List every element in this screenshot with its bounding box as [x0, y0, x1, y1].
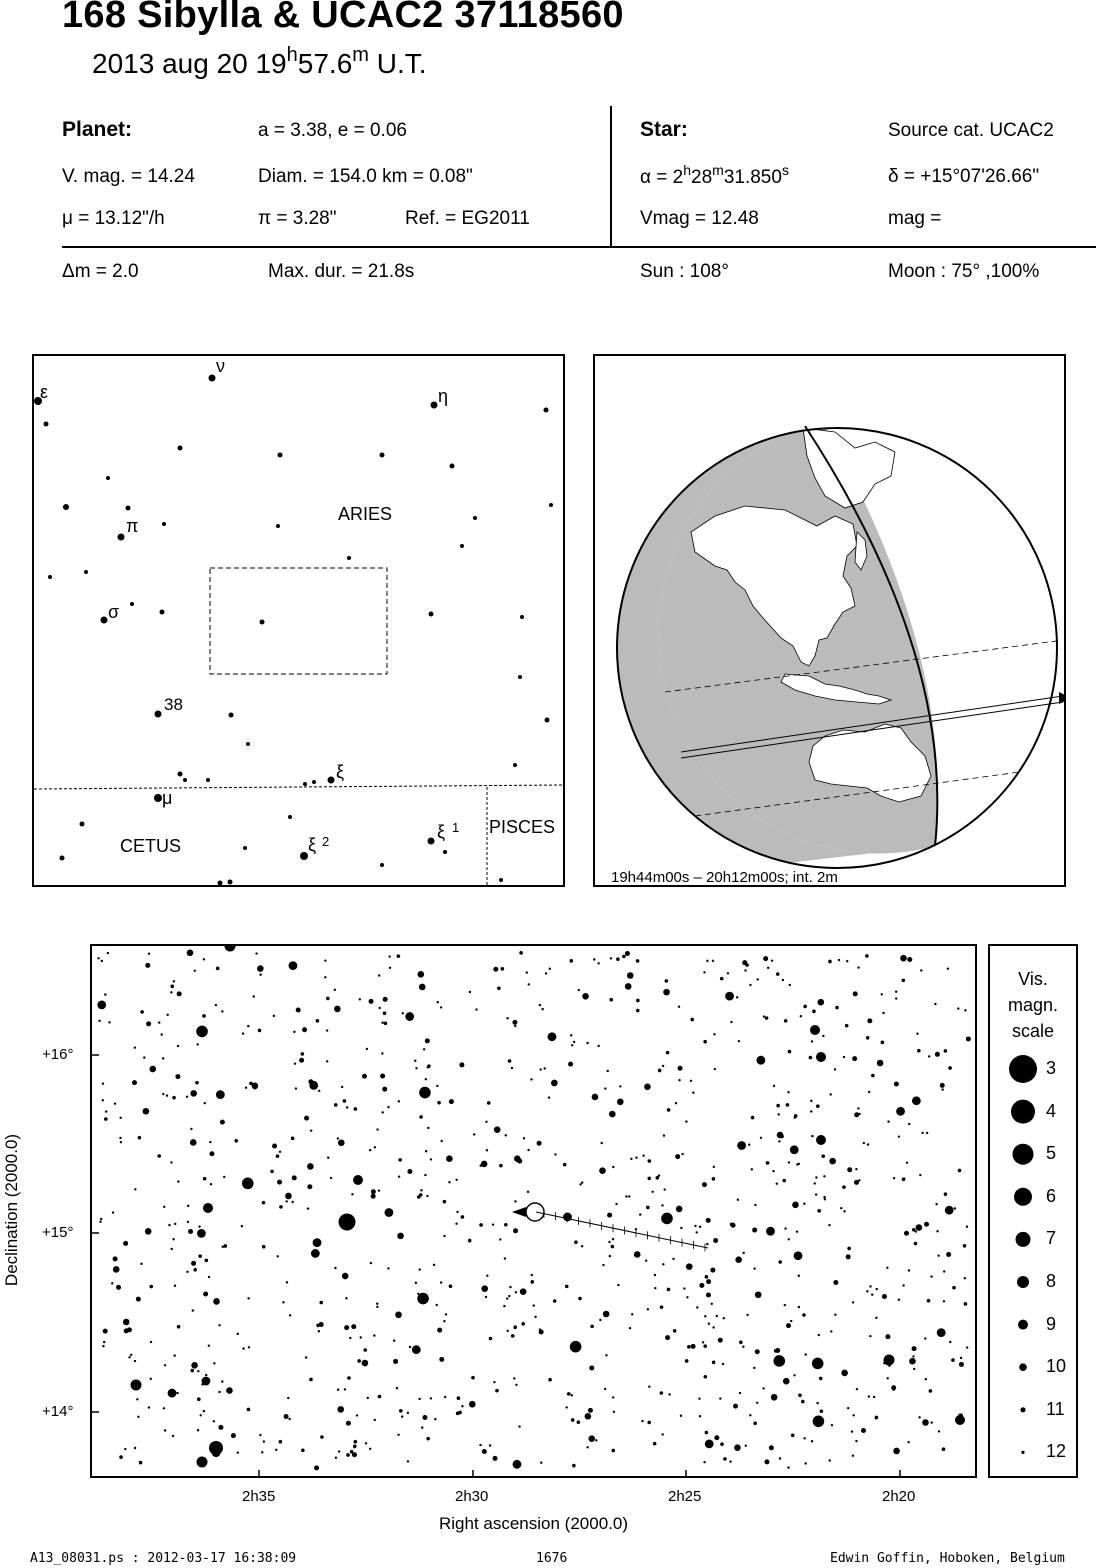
x-tick-2h25: 2h25	[668, 1488, 702, 1505]
label-epsilon: ε	[40, 382, 49, 402]
page-title: 168 Sibylla & UCAC2 37118560	[62, 0, 624, 36]
footer-author: Edwin Goffin, Hoboken, Belgium	[830, 1551, 1065, 1566]
y-axis-label: Declination (2000.0)	[2, 1133, 21, 1287]
footer-file: A13_08031.ps : 2012-03-17 16:38:09	[30, 1551, 297, 1566]
scale-dot	[1021, 1451, 1024, 1454]
star-delta: δ = +15°07'26.66"	[888, 166, 1040, 187]
scale-dot	[1017, 1276, 1029, 1288]
scale-dot	[1009, 1055, 1037, 1083]
scale-label: 11	[1046, 1398, 1065, 1419]
scale-label: 12	[1046, 1441, 1067, 1462]
x-axis-label: Right ascension (2000.0)	[438, 1514, 628, 1533]
planet-orbit: a = 3.38, e = 0.06	[258, 120, 407, 141]
scale-label: 7	[1046, 1228, 1057, 1249]
magnitude-scale-panel	[988, 944, 1078, 1478]
event-maxdur: Max. dur. = 21.8s	[268, 261, 415, 282]
planet-ref: Ref. = EG2011	[405, 208, 530, 229]
scale-dot	[1019, 1363, 1027, 1371]
label-xi: ξ	[336, 762, 345, 782]
scale-dot	[1016, 1232, 1031, 1247]
scale-dot	[1020, 1407, 1025, 1412]
event-sun: Sun : 108°	[640, 261, 729, 282]
scale-label: 3	[1046, 1058, 1057, 1078]
label-pi: π	[126, 516, 139, 536]
x-tick-2h20: 2h20	[882, 1488, 916, 1505]
y-tick-14: +14°	[42, 1403, 74, 1420]
star-alpha: $\alpha = 2^h28^m31.850^s$	[640, 162, 789, 188]
star-source: Source cat. UCAC2	[888, 120, 1054, 141]
label-nu: ν	[216, 356, 225, 376]
scale-dot	[1018, 1320, 1028, 1330]
x-tick-2h30: 2h30	[455, 1488, 489, 1505]
scale-label: 5	[1046, 1143, 1057, 1164]
label-mu: μ	[162, 788, 173, 808]
event-dm: Δm = 2.0	[62, 261, 139, 282]
event-moon: Moon : 75° ,100%	[888, 261, 1040, 282]
label-xi1: ξ	[437, 822, 446, 842]
label-38: 38	[164, 695, 183, 714]
scale-label: 4	[1046, 1100, 1057, 1121]
scale-label: 9	[1046, 1313, 1057, 1334]
label-eta: η	[438, 386, 449, 406]
planet-parallax: π = 3.28"	[258, 208, 337, 229]
constellation-pisces: PISCES	[489, 817, 556, 837]
planet-motion: μ = 13.12"/h	[62, 208, 165, 229]
x-tick-2h35: 2h35	[242, 1488, 276, 1505]
globe-caption: 19h44m00s – 20h12m00s; int. 2m	[611, 869, 838, 885]
y-tick-16: +16°	[42, 1046, 74, 1063]
footer-number: 1676	[536, 1551, 568, 1566]
star-vmag: Vmag = 12.48	[640, 208, 759, 229]
planet-diam: Diam. = 154.0 km = 0.08"	[258, 166, 473, 187]
scale-dots	[990, 946, 1076, 1476]
y-tick-15: +15°	[42, 1224, 74, 1241]
scale-dot	[1014, 1188, 1032, 1206]
scale-label: 8	[1046, 1271, 1057, 1291]
constellation-aries: ARIES	[338, 504, 393, 524]
label-xi2-index: 2	[322, 834, 330, 849]
label-sigma: σ	[108, 602, 120, 622]
label-xi1-index: 1	[452, 820, 460, 835]
scale-title: Vis. magn. scale	[1007, 969, 1059, 1041]
star-heading: Star:	[640, 118, 688, 141]
planet-vmag: V. mag. = 14.24	[62, 166, 195, 187]
planet-heading: Planet:	[62, 118, 133, 141]
event-datetime: 2013 aug 20 19$^h$57.6$^m$ U.T.	[92, 44, 427, 79]
scale-dot	[1013, 1144, 1034, 1165]
star-mag: mag =	[888, 208, 942, 229]
label-xi2: ξ	[308, 835, 317, 855]
constellation-cetus: CETUS	[120, 836, 182, 856]
scale-label: 6	[1046, 1185, 1057, 1206]
scale-label: 10	[1046, 1356, 1067, 1377]
scale-dot	[1011, 1100, 1035, 1124]
